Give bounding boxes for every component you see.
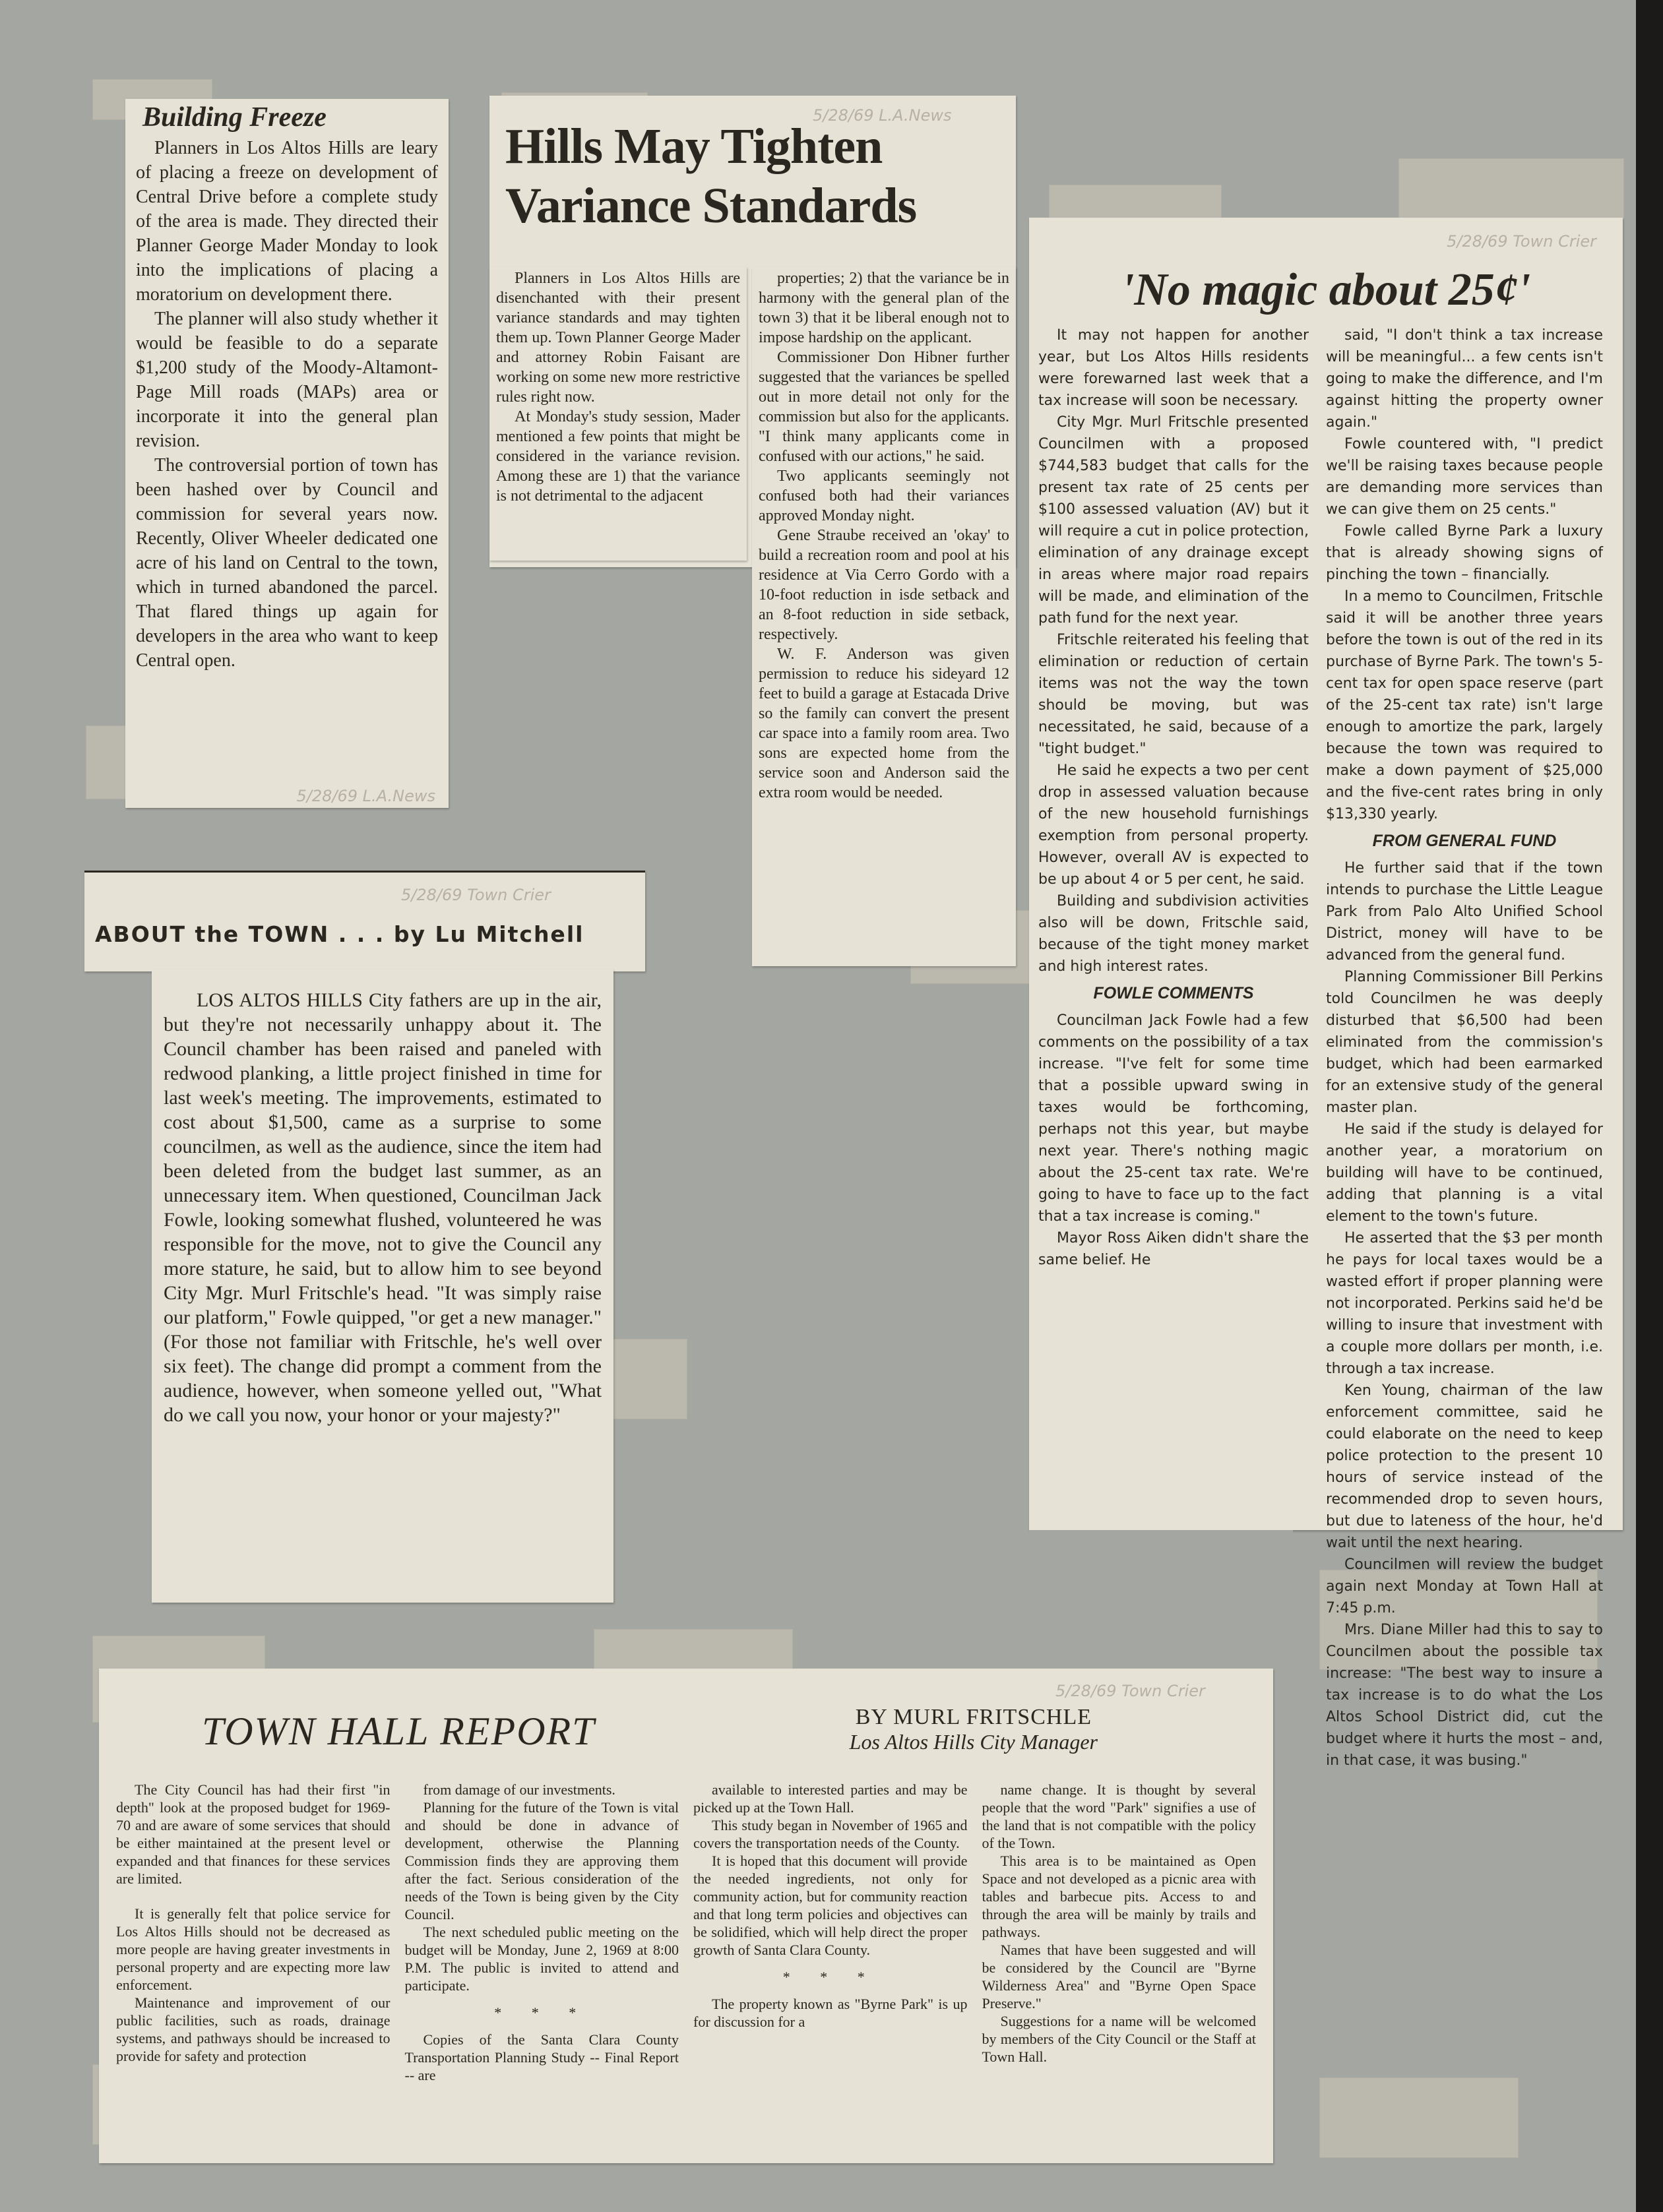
byline-name: BY MURL FRITSCHLE	[855, 1705, 1092, 1729]
paragraph: Planning for the future of the Town is vital and should be done in advance of development, otherwise the Planning Commission finds they are approving them after the fact. Serious consideration of the needs of the Town is being given by the City Council.	[404, 1799, 679, 1922]
paragraph: available to interested parties and may be picked up at the Town Hall.	[693, 1781, 968, 1816]
paragraph: It is hoped that this document will provide the needed ingredients, not only for community action, but for community reaction and that long term policies and objectives can be solidified, which will help direct the proper growth of Santa Clara County.	[693, 1853, 968, 1958]
town-hall-col2	[405, 1781, 679, 2084]
paragraph: Fritschle reiterated his feeling that elimination or reduction of certain items was not the way the town should be moving, but was necessitated, he said, because of a "tight budget."	[1038, 632, 1309, 757]
paragraph: The controversial portion of town has been hashed over by Council and commission for several years now. Recently, Oliver Wheeler dedicated one acre of his land on Central to the town, which in turned abandoned the parcel. That flared things up again for developers in the area who want to keep Central open.	[136, 455, 438, 671]
variance-column-2	[752, 267, 1016, 966]
clipping-date-note: 5/28/69 Town Crier	[401, 886, 551, 904]
paragraph: name change. It is thought by several people that the word "Park" signifies a use of the land that is not compatible with the policy of the Town.	[982, 1781, 1256, 1851]
headline-line: Hills May Tighten	[505, 119, 883, 174]
section-stars: * * *	[782, 1969, 878, 1985]
paragraph: The planner will also study whether it would be feasible to do a separate $1,200 study of the Moody-Altamont-Page Mill roads (MAPs) area or incorporate it into the general plan revision.	[136, 309, 438, 451]
paragraph: It may not happen for another year, but Los Altos Hills residents were forewarned last week that a tax increase will soon be necessary.	[1038, 327, 1309, 409]
paragraph: Councilmen will review the budget again next Monday at Town Hall at 7:45 p.m.	[1326, 1556, 1603, 1616]
town-hall-col4	[982, 1781, 1257, 2084]
clipping-town-hall-report	[99, 1669, 1273, 2163]
paragraph: Suggestions for a name will be welcomed by members of the City Council or the Staff at Town Hall.	[982, 2013, 1256, 2065]
clipping-about-the-town	[84, 871, 645, 971]
subhead-fowle-comments: FOWLE COMMENTS	[1093, 984, 1254, 1002]
paragraph: properties; 2) that the variance be in harmony with the general plan of the town 3) that it be liberal enough not to impose hardship on the applicant.	[759, 270, 1009, 346]
paragraph: Mayor Ross Aiken didn't share the same belief. He	[1038, 1230, 1309, 1268]
tape-strip	[1398, 158, 1624, 219]
magic-col2	[1326, 324, 1603, 1771]
paragraph: This area is to be maintained as Open Space and not developed as a picnic area with tables and barbecue pits. Access to and through the area will be mainly by trails and pathways.	[982, 1853, 1256, 1940]
paragraph: The City Council has had their first "in depth" look at the proposed budget for 1969-70 and are aware of some services that should be either maintained at the present level or expanded and that finances for these services are limited.	[116, 1781, 391, 1887]
building-freeze-headline: Building Freeze	[142, 102, 327, 133]
paragraph: said, "I don't think a tax increase will be meaningful... a few cents isn't going to make the difference, and I'm against hitting the property owner again."	[1326, 327, 1603, 431]
paragraph: W. F. Anderson was given permission to reduce his sideyard 12 feet to build a garage at Estacada Drive so the family can convert the present car space into a family room area. Two sons are expected home from the service soon and Anderson said the extra room would be needed.	[759, 646, 1009, 801]
paragraph: Mrs. Diane Miller had this to say to Councilmen about the possible tax increase: "The best way to insure a tax increase is to do what the Los Altos School District did, cut the budget where it hurts the most – and, in that case, it was busing."	[1326, 1622, 1603, 1769]
section-stars: * * *	[494, 2004, 590, 2021]
clipping-date-note: 5/28/69 L.A.News	[296, 787, 435, 805]
tape-strip	[1319, 2077, 1519, 2158]
paragraph: Commissioner Don Hibner further suggested that the variances be spelled out in more detail not only for the commission but also for the applicants. "I think many applicants come in confused with our actions," he said.	[759, 349, 1009, 465]
subhead-from-general-fund: FROM GENERAL FUND	[1372, 832, 1557, 850]
paragraph: The property known as "Byrne Park" is up for discussion for a	[693, 1996, 968, 2030]
town-hall-columns	[116, 1781, 1256, 2084]
paragraph: In a memo to Councilmen, Fritschle said it will be another three years before the town is out of the red in its purchase of Byrne Park. The town's 5-cent tax for open space reserve (part of the 25-cent tax rate) isn't large enough to amortize the park, largely because the town was required to make a down payment of $25,000 and the five-cent rates bring in only $13,330 yearly.	[1326, 588, 1603, 822]
paragraph: Ken Young, chairman of the law enforcement committee, said he could elaborate on the need to keep police protection to the present 10 hours of service instead of the recommended drop to seven hours, but due to lateness of the hour, he'd wait until the next hearing.	[1326, 1382, 1603, 1551]
building-freeze-body	[136, 136, 438, 673]
paragraph: He said he expects a two per cent drop in assessed valuation because of the new household furnishings exemption from personal property. However, overall AV is expected to be up about 4 or 5 per cent, he said.	[1038, 762, 1309, 888]
paragraph: Planning Commissioner Bill Perkins told Councilmen he was deeply disturbed that $6,500 had been eliminated from the commission's budget, which had been earmarked for an extensive study of the general master plan.	[1326, 969, 1603, 1116]
paragraph: He said if the study is delayed for another year, a moratorium on building will have to be continued, adding that planning is a vital element to the town's future.	[1326, 1121, 1603, 1225]
about-town-body	[164, 988, 602, 1427]
clipping-date-note: 5/28/69 Town Crier	[1055, 1682, 1205, 1700]
paragraph: He further said that if the town intends to purchase the Little League Park from Palo Alto Unified School District, money will have to be advanced from the general fund.	[1326, 860, 1603, 964]
paragraph: The next scheduled public meeting on the budget will be Monday, June 2, 1969 at 8:00 P.M. The public is invited to attend and participate.	[404, 1924, 679, 1994]
paragraph: This study began in November of 1965 and covers the transportation needs of the County.	[693, 1817, 968, 1851]
paragraph: Two applicants seemingly not confused both had their variances approved Monday night.	[759, 468, 1009, 524]
paragraph: Names that have been suggested and will be considered by the Council are "Byrne Wilderness Area" and "Byrne Open Space Preserve."	[982, 1942, 1256, 2012]
paragraph: Councilman Jack Fowle had a few comments on the possibility of a tax increase. "I've felt for some time that a possible upward swing in taxes would be forthcoming, perhaps not this year, but maybe next year. There's nothing magic about the 25-cent tax rate. We're going to have to face up to the fact that a tax increase is coming."	[1038, 1012, 1309, 1225]
paragraph: Planners in Los Altos Hills are disenchanted with their present variance standards and may tighten them up. Town Planner George Mader and attorney Robin Faisant are working on some new more restrictive rules right now.	[496, 270, 740, 406]
about-town-headline: ABOUT the TOWN . . . by Lu Mitchell	[95, 921, 584, 947]
paragraph: LOS ALTOS HILLS City fathers are up in the air, but they're not necessarily unhappy about it. The Council chamber has been raised and paneled with redwood planking, a little project finished in time for last week's meeting. The improvements, estimated to cost about $1,500, came as a surprise to some councilmen, as well as the audience, since the item had been deleted from the budget last summer, as an unnecessary item. When questioned, Councilman Jack Fowle, looking somewhat flushed, volunteered he was responsible for the move, not to give the Council any more stature, he said, but to allow him to see beyond City Mgr. Murl Fritschle's head. "It was simply raise our platform," Fowle quipped, "or get a new manager." (For those not familiar with Fritschle, he's well over six feet). The change did prompt a comment from the audience, however, when someone yelled out, "What do we call you now, your honor or your majesty?"	[164, 989, 602, 1426]
magic-headline: 'No magic about 25¢'	[1121, 264, 1531, 315]
paragraph: Planners in Los Altos Hills are leary of placing a freeze on development of Central Drive before a complete study of the area is made. They directed their Planner George Mader Monday to look into the implications of placing a moratorium on development there.	[136, 138, 438, 305]
paragraph: City Mgr. Murl Fritschle presented Councilmen with a proposed $744,583 budget that calls for the present tax rate of 25 cents per $100 assessed valuation (AV) but it will require a cut in police protection, elimination of any drainage except in areas where major road repairs will be made, and elimination of the path fund for the next year.	[1038, 414, 1309, 627]
paragraph: Copies of the Santa Clara County Transportation Planning Study -- Final Report -- are	[404, 2031, 679, 2083]
paragraph: from damage of our investments.	[423, 1781, 615, 1798]
clipping-date-note: 5/28/69 Town Crier	[1447, 232, 1596, 251]
paragraph: Maintenance and improvement of our public facilities, such as roads, drainage systems, and pathways should be increased to provide for safety and protection	[116, 1994, 391, 2064]
paragraph: Fowle called Byrne Park a luxury that is already showing signs of pinching the town – financially.	[1326, 523, 1603, 583]
byline-title: Los Altos Hills City Manager	[849, 1730, 1098, 1754]
variance-col1-body	[496, 268, 740, 506]
headline-line: Variance Standards	[505, 178, 917, 233]
town-hall-col1	[116, 1781, 391, 2084]
town-hall-col3	[693, 1781, 968, 2084]
variance-col2-body	[759, 268, 1009, 803]
paragraph: He asserted that the $3 per month he pays for local taxes would be a wasted effort if proper planning were not incorporated. Perkins said he'd be willing to insure that investment with a couple more dollars per month, i.e. through a tax increase.	[1326, 1230, 1603, 1377]
paragraph: Fowle countered with, "I predict we'll be raising taxes because people are demanding more services than we can give them on 25 cents."	[1326, 436, 1603, 518]
clipping-building-freeze	[125, 99, 449, 808]
clipping-date-note: 5/28/69 L.A.News	[813, 106, 952, 125]
paragraph: Building and subdivision activities also will be down, Fritschle said, because of the tight money market and high interest rates.	[1038, 893, 1309, 975]
clipping-no-magic	[1029, 218, 1623, 1769]
town-hall-headline: TOWN HALL REPORT	[202, 1709, 596, 1753]
paragraph: It is generally felt that police service for Los Altos Hills should not be decreased as more people are having greater investments in personal property and are expecting more law enforcement.	[116, 1905, 391, 1993]
variance-column-1	[489, 267, 747, 561]
about-town-body-clip	[152, 969, 613, 1603]
paragraph: Gene Straube received an 'okay' to build a recreation room and pool at his residence at Via Cerro Gordo with a 10-foot reduction in isde setback and an 8-foot reduction in side setback, respectively.	[759, 527, 1009, 643]
paragraph: At Monday's study session, Mader mentioned a few points that might be considered in the variance revision. Among these are 1) that the variance is not detrimental to the adjacent	[496, 408, 740, 505]
variance-headline	[505, 117, 1007, 235]
